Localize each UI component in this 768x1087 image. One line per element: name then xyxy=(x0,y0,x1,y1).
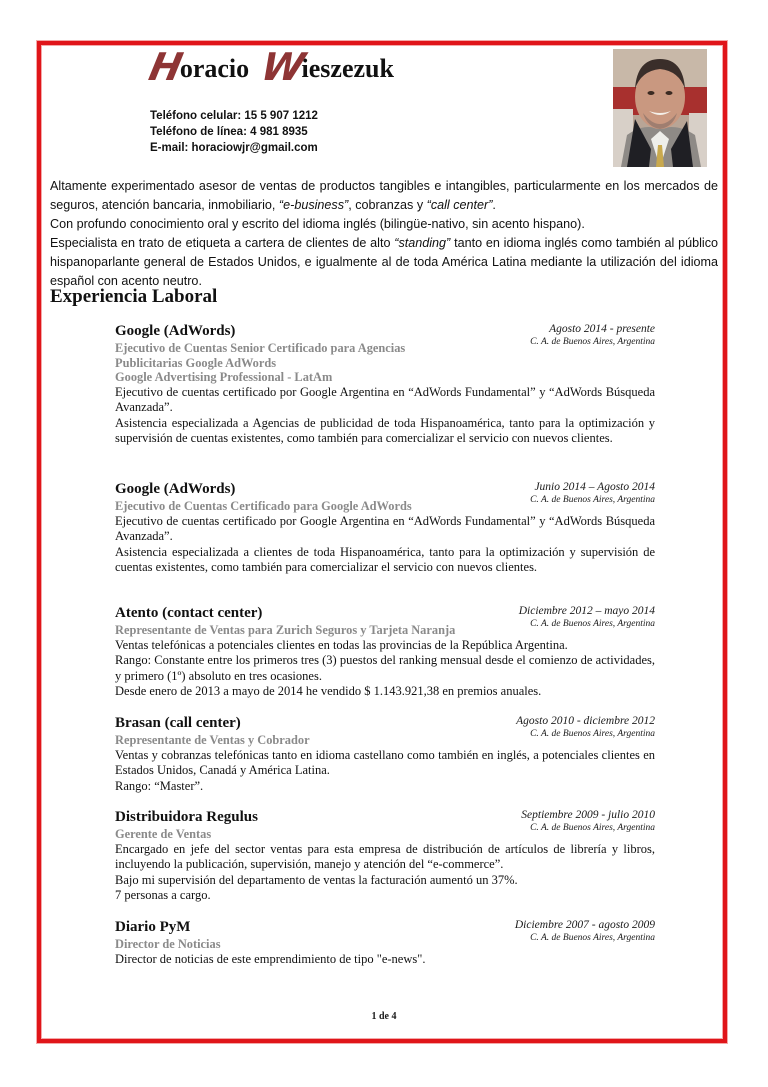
job-dates: Agosto 2014 - presente xyxy=(549,323,655,335)
company-name: Atento (contact center) xyxy=(115,605,263,621)
job-role: Representante de Ventas y Cobrador xyxy=(115,733,310,747)
job-description: Director de noticias de este emprendimiento de tipo "e-news". xyxy=(115,951,426,966)
job-dates: Diciembre 2012 – mayo 2014 xyxy=(518,605,655,617)
job-role: Ejecutivo de Cuentas Certificado para Google AdWords xyxy=(115,499,412,513)
job-description: Ventas y cobranzas telefónicas tanto en idioma castellano como también en inglés, a potenciales clientes en Estados Unidos, Canadá y América Latina. Rango: “Master”. xyxy=(115,747,655,793)
page-number: 1 de 4 xyxy=(371,1011,397,1022)
email: E-mail: horaciowjr@gmail.com xyxy=(150,142,318,154)
company-name: Distribuidora Regulus xyxy=(115,809,258,825)
job-description: Encargado en jefe del sector ventas para esta empresa de distribución de artículos de librería y libros, incluyendo la publicación, supervisión, manejo y atención del “e-commerce”. Bajo mi supervisión del departamento de ventas la facturación aumentó un 37%. 7 personas a cargo. xyxy=(115,841,655,902)
job-role: Representante de Ventas para Zurich Seguros y Tarjeta Naranja xyxy=(115,623,456,637)
job-dates: Septiembre 2009 - julio 2010 xyxy=(521,809,655,821)
job-dates: Junio 2014 – Agosto 2014 xyxy=(534,481,655,493)
portrait-image xyxy=(613,49,707,167)
job-role: Gerente de Ventas xyxy=(115,827,212,841)
summary-paragraph-3: Especialista en trato de etiqueta a cartera de clientes de alto “standing” tanto en idioma inglés como también al público hispanoparlante general de Estados Unidos, e igualmente al de toda América Latina mediante la utilización del idioma español con acento neutro. xyxy=(50,236,718,288)
job-location: C. A. de Buenos Aires, Argentina xyxy=(530,729,655,739)
job-entry xyxy=(115,604,655,700)
job-entry xyxy=(115,322,655,447)
summary-paragraph-1: Altamente experimentado asesor de ventas de productos tangibles e intangibles, particularmente en los mercados de seguros, atención bancaria, inmobiliario, “e-business”, cobranzas y “call center”. xyxy=(50,179,718,212)
job-entry xyxy=(115,714,655,794)
job-dates: Diciembre 2007 - agosto 2009 xyxy=(514,919,655,931)
company-name: Brasan (call center) xyxy=(115,715,241,731)
job-dates: Agosto 2010 - diciembre 2012 xyxy=(516,715,655,727)
job-description: Ejecutivo de cuentas certificado por Google Argentina en “AdWords Fundamental” y “AdWords Búsqueda Avanzada”. Asistencia especializada a Agencias de publicidad de toda Hispanoamérica, tanto para la optimización y supervisión de cuentas existentes, como también para comercializar el servicio con nuevos clientes. xyxy=(115,384,655,445)
contact-info xyxy=(150,108,318,156)
job-description: Ejecutivo de cuentas certificado por Google Argentina en “AdWords Fundamental” y “AdWords Búsqueda Avanzada”. Asistencia especializada a clientes de toda Hispanoamérica, tanto para la optimización y supervisión de cuentas existentes, como también para comercializar el servicio con nuevos clientes. xyxy=(115,513,655,574)
job-role: Google Advertising Professional - LatAm xyxy=(115,370,333,384)
professional-summary xyxy=(50,177,718,291)
job-location: C. A. de Buenos Aires, Argentina xyxy=(530,495,655,505)
summary-paragraph-2: Con profundo conocimiento oral y escrito del idioma inglés (bilingüe-nativo, sin acento hispano). xyxy=(50,217,585,231)
mobile-phone: Teléfono celular: 15 5 907 1212 xyxy=(150,110,318,122)
job-role: Director de Noticias xyxy=(115,937,221,951)
company-name: Google (AdWords) xyxy=(115,323,236,339)
job-entry xyxy=(115,480,655,576)
first-name-initial: H xyxy=(145,45,185,89)
job-location: C. A. de Buenos Aires, Argentina xyxy=(530,619,655,629)
job-location: C. A. de Buenos Aires, Argentina xyxy=(530,337,655,347)
job-role: Publicitarias Google AdWords xyxy=(115,355,277,370)
job-role: Ejecutivo de Cuentas Senior Certificado para Agencias xyxy=(115,341,406,355)
landline-phone: Teléfono de línea: 4 981 8935 xyxy=(150,126,308,138)
job-entry xyxy=(115,808,655,904)
candidate-name xyxy=(145,45,400,89)
job-location: C. A. de Buenos Aires, Argentina xyxy=(530,823,655,833)
first-name-rest: oracio xyxy=(179,54,250,83)
job-entry xyxy=(115,918,655,967)
company-name: Diario PyM xyxy=(115,919,191,935)
last-name-initial: W xyxy=(256,45,307,89)
last-name-rest: ieszezuk xyxy=(301,54,394,83)
company-name: Google (AdWords) xyxy=(115,481,236,497)
job-location: C. A. de Buenos Aires, Argentina xyxy=(530,933,655,943)
profile-photo xyxy=(613,49,707,167)
job-description: Ventas telefónicas a potenciales clientes en todas las provincias de la República Argentina. Rango: Constante entre los primeros tres (3) puestos del ranking mensual desde el comienzo de actividades, y primero (1º) absoluto en tres ocasiones. Desde enero de 2013 a mayo de 2014 he vendido $ 1.143.921,38 en premios anuales. xyxy=(115,637,655,698)
section-title-experience: Experiencia Laboral xyxy=(50,286,218,307)
